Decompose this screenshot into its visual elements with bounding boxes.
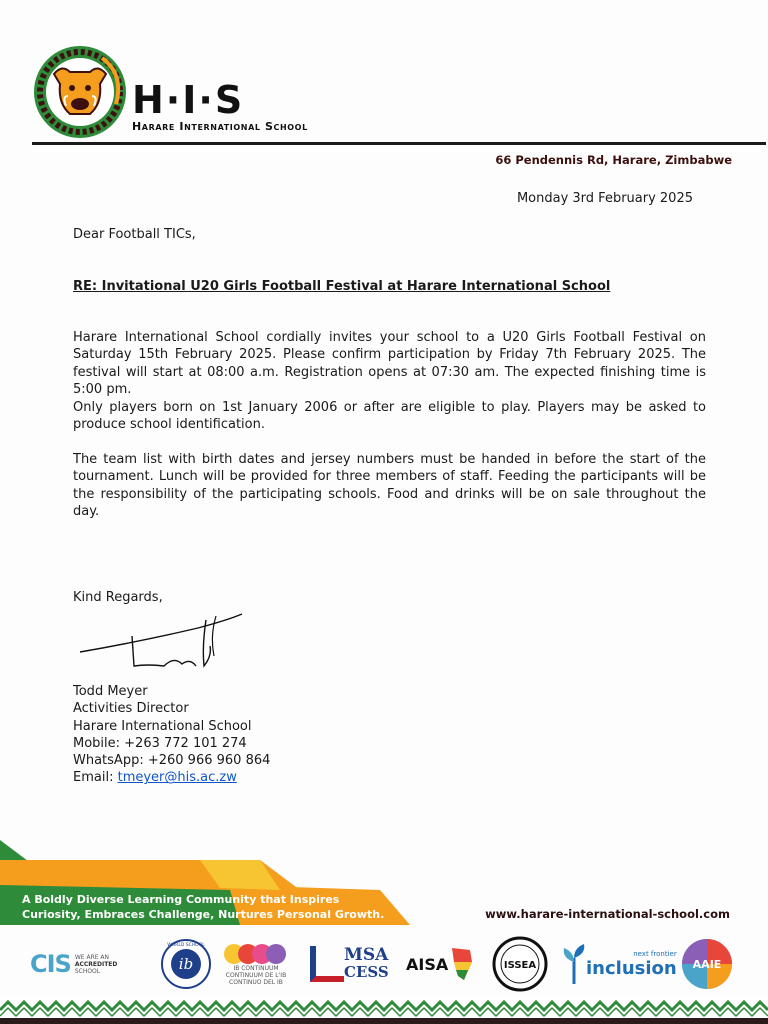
ib-continuum-logo — [224, 934, 288, 994]
ib-continuum-2: CONTINUUM DE L'IB — [225, 971, 287, 979]
ib-ring-text: WORLD SCHOOL — [167, 943, 205, 948]
aaie-globe-icon — [680, 937, 734, 991]
paragraph-2: Only players born on 1st January 2006 or after are eligible to play. Players may be asked to produce school identification. — [73, 400, 706, 433]
paragraph-1: Harare International School cordially invites your school to a U20 Girls Football Festival on Saturday 15th February 2025. Please confirm participation by Friday 7th February 2025. The festival will start at 08:00 a.m. Registration opens at 07:30 am. The expected finishing time is 5:00 pm. — [73, 330, 706, 397]
inclusion-plant-icon — [562, 944, 586, 984]
tagline-line-1: A Boldly Diverse Learning Community that Inspires — [22, 893, 340, 906]
footer-tagline — [22, 892, 384, 922]
issea-mark: ISSEA — [503, 960, 537, 971]
bottom-decorative-border — [0, 996, 768, 1024]
inclusion-logo — [562, 934, 677, 994]
ib-mark: ib — [178, 955, 194, 973]
ib-continuum-text — [226, 965, 286, 986]
ib-continuum-circles-icon — [224, 943, 288, 965]
cis-text — [75, 954, 118, 975]
subject-line: RE: Invitational U20 Girls Football Festival at Harare International School — [73, 279, 611, 294]
brand-subtitle: Harare International School — [132, 120, 308, 133]
email-label: Email: — [73, 770, 118, 786]
aaie-mark: AAIE — [692, 958, 722, 971]
brand-block — [132, 80, 308, 133]
signatory-name: Todd Meyer — [73, 684, 148, 699]
signatory-email-row — [73, 769, 270, 786]
signatory-mobile: Mobile: +263 772 101 274 — [73, 735, 247, 751]
ib-continuum-3: CONTINUO DEL IB — [229, 978, 283, 986]
aisa-africa-icon — [448, 946, 474, 982]
msa-line-2: CESS — [344, 963, 389, 981]
aisa-mark: AISA — [406, 954, 449, 974]
inclusion-mark: inclusion — [586, 957, 677, 979]
msa-line-1: MSA — [344, 945, 389, 965]
letter-date: Monday 3rd February 2025 — [516, 191, 693, 206]
signatory-whatsapp: WhatsApp: +260 966 960 864 — [73, 753, 271, 769]
issea-seal-icon — [492, 936, 548, 992]
brand-name: H·I·S — [132, 78, 245, 122]
school-address: 66 Pendennis Rd, Harare, Zimbabwe — [495, 153, 732, 167]
handwritten-signature — [78, 606, 248, 674]
cis-text-1: WE ARE AN — [74, 953, 110, 961]
signatory-title: Activities Director — [73, 701, 189, 717]
tagline-line-2: Curiosity, Embraces Challenge, Nurtures Personal Growth. — [22, 908, 385, 921]
aaie-logo — [680, 934, 734, 994]
inclusion-top: next frontier — [633, 949, 677, 958]
ib-world-school-logo — [160, 934, 212, 994]
closing: Kind Regards, — [73, 590, 163, 605]
cis-text-3: SCHOOL — [74, 967, 101, 975]
ib-continuum-1: IB CONTINUUM — [233, 964, 279, 972]
msa-bars-icon — [310, 946, 344, 982]
header-divider — [32, 142, 766, 145]
accreditation-logos — [0, 934, 768, 994]
salutation: Dear Football TICs, — [73, 227, 196, 242]
cis-mark: CIS — [30, 950, 71, 978]
issea-logo — [492, 934, 548, 994]
aisa-logo — [406, 934, 474, 994]
his-logo-emblem — [32, 44, 128, 140]
ib-emblem-icon — [160, 938, 212, 990]
signature-block — [73, 683, 270, 787]
paragraph-3: The team list with birth dates and jersey numbers must be handed in before the start of the tournament. Lunch will be provided for three members of staff. Feeding the participants will be the responsibility of the participating schools. Food and drinks will be on sale throughout the day. — [73, 452, 706, 519]
cis-logo — [30, 934, 117, 994]
email-link[interactable]: tmeyer@his.ac.zw — [117, 770, 237, 786]
signatory-organization: Harare International School — [73, 718, 252, 734]
msa-cess-logo — [310, 934, 389, 994]
school-website[interactable]: www.harare-international-school.com — [485, 907, 730, 921]
cis-text-2: ACCREDITED — [74, 960, 118, 968]
